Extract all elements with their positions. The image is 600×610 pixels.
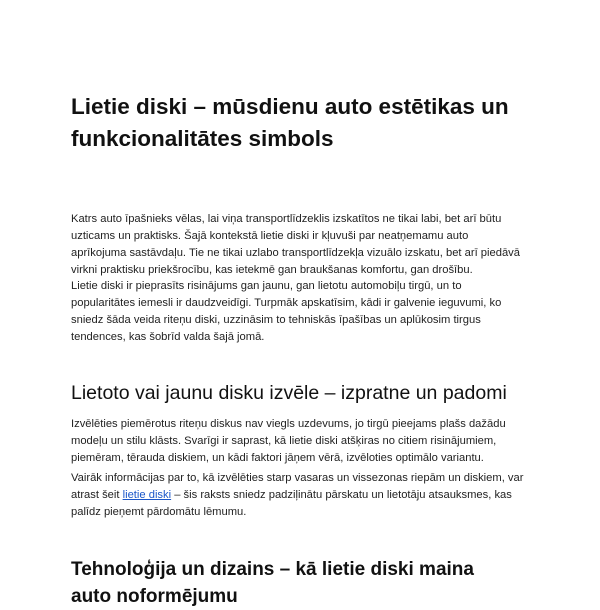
lietie-diski-link[interactable]: lietie diski	[122, 489, 172, 501]
paragraph-text-after-link: – šis raksts sniedz padziļinātu pārskatu un lietotāju atsauksmes, kas palīdz pieņemt pārdomātu lēmumu.	[71, 489, 512, 518]
intro-paragraph-1: Katrs auto īpašnieks vēlas, lai viņa transportlīdzeklis izskatītos ne tikai labi, bet arī būtu uzticams un praktisks. Šajā kontekstā lietie diski ir kļuvuši par neatņemamu auto aprīkojuma sastāvdaļu. Tie ne tikai uzlabo transportlīdzekļa vizuālo izskatu, bet arī piedāvā virkni praktisku priekšrocību, kas ietekmē gan braukšanas komfortu, gan drošību.	[71, 213, 520, 276]
paragraph-text-before-link: Vairāk informācijas par to, kā izvēlēties starp vasaras un vissezonas riepām un diskiem, var atrast šeit	[71, 472, 524, 501]
section-1-heading: Lietoto vai jaunu disku izvēle – izpratne un padomi	[71, 382, 507, 404]
intro-paragraph-2: Lietie diski ir pieprasīts risinājums gan jaunu, gan lietotu automobiļu tirgū, un to popularitātes iemesli ir daudzveidīgi. Turpmāk apskatīsim, kādi ir galvenie ieguvumi, ko sniedz šāda veida riteņu diski, uzzināsim to tehniskās īpašības un aplūkosim tirgus tendences, kas šobrīd valda šajā jomā.	[71, 280, 502, 343]
section-2-heading: Tehnoloģija un dizains – kā lietie diski maina auto noformējumu	[71, 559, 474, 607]
section-1-paragraph-1: Izvēlēties piemērotus riteņu diskus nav viegls uzdevums, jo tirgū pieejams plašs dažādu modeļu un stilu klāsts. Svarīgi ir saprast, kā lietie diski atšķiras no citiem risinājumiem, piemēram, tērauda diskiem, un kādi faktori jāņem vērā, izvēloties optimālo variantu.	[71, 418, 506, 464]
article-title: Lietie diski – mūsdienu auto estētikas un funkcionalitātes simbols	[71, 94, 509, 151]
section-1-paragraph-2	[71, 470, 526, 521]
